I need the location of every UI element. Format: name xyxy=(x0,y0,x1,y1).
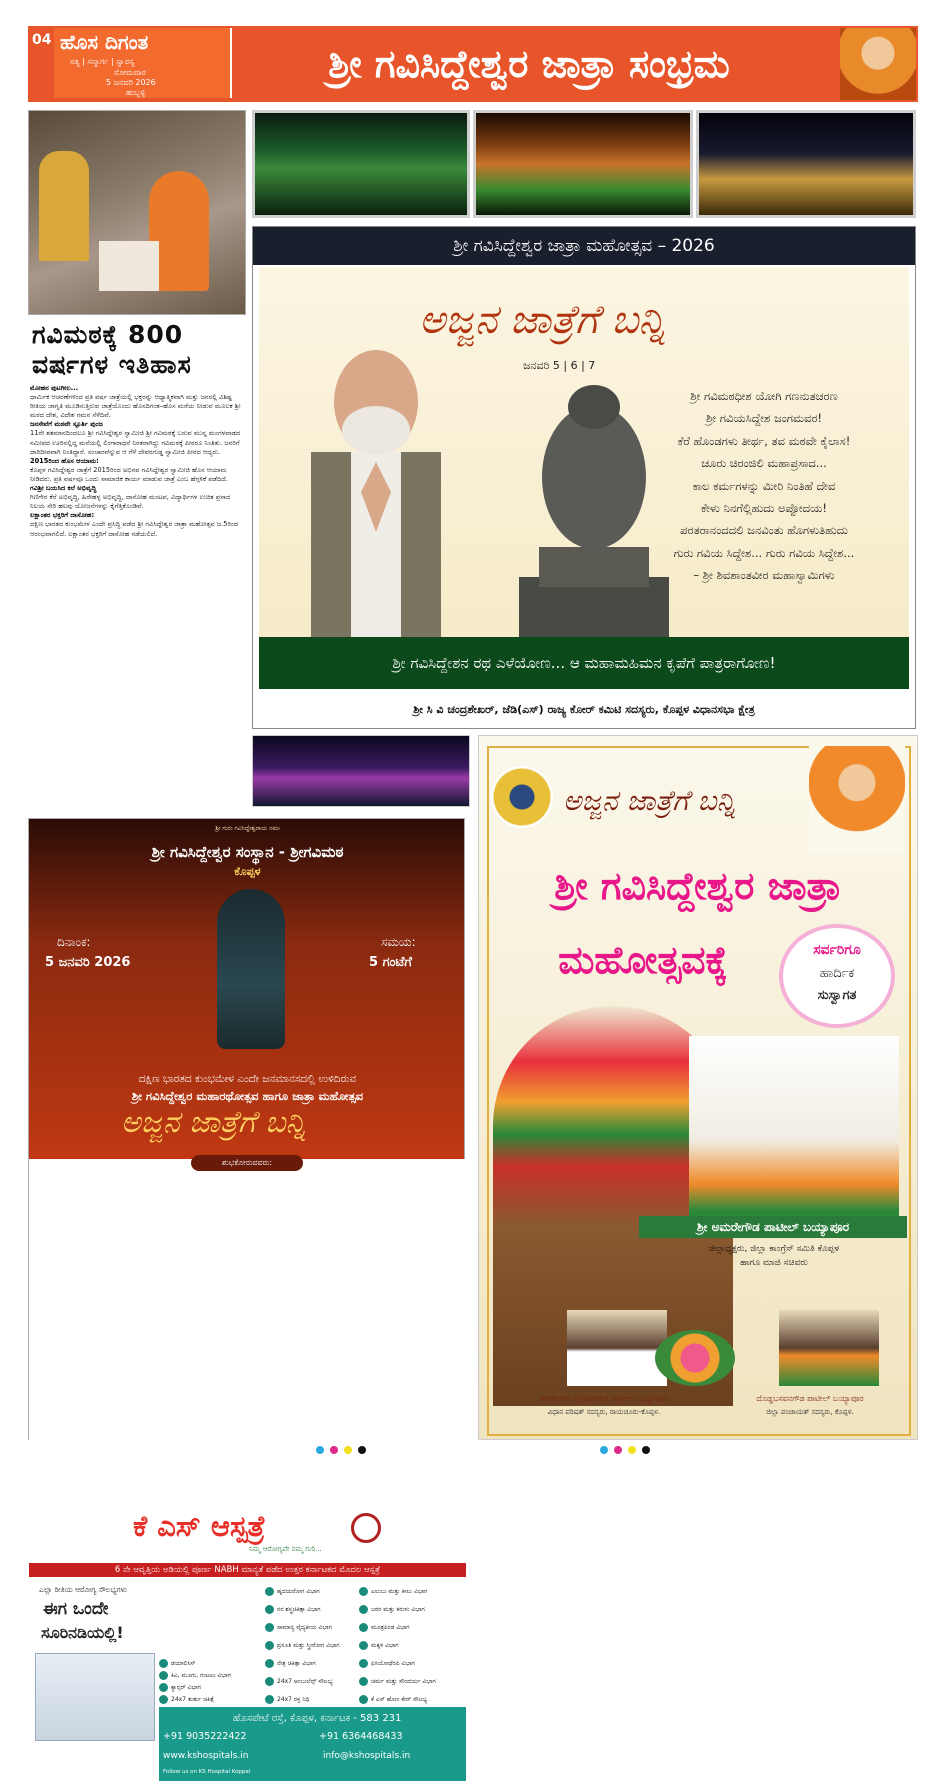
poem-line: ಶ್ರೀ ಗವಿಮಠಧೀಶ ಯೋಗಿ ಗಣನುತಚರಣ xyxy=(690,389,838,403)
service-item: ಕೆ ಎಸ್ ಹೋಂ ಕೇರ್ ಸೌಲಭ್ಯ xyxy=(359,1695,427,1704)
article-paragraph: 11ನೇ ಶತಮಾನದಿಂದಲೂ ಶ್ರೀ ಗವಿಸಿದ್ದೇಶ್ವರ ಸ್ವಾಮೀಜಿ ಶ್ರೀ ಗವಿಮಠಕ್ಕೆ ಬರುವ ಮುನ್ನ ಮಂಗಳವಾಡದ ಸಮೀಪದ ಊರಿನಲ್ಲಿದ್ದ ಮನೆಯಲ್ಲಿ ಲಿಂಗಾರಾಧನೆ ನಿರತರಾಗಿದ್ದು ಗವಿಮಠಕ್ಕೆ ಪೀಠರೂ ನಿಂತಿತು. ಜನರಿಗೆ ದಾರಿದೀಪವಾಗಿ ನಿಂತಿದ್ದಾರೆ. ಸಂಚಾರವೆನ್ನುವ ಆ ಗೆಳೆ ದೇವರಗುಡ್ಡ ಸ್ವಾಮೀಜಿ ಪೀಠದ ಆದ್ಯರು. xyxy=(30,429,241,456)
service-item: ಮೂತ್ರಪಿಂಡ ವಿಭಾಗ xyxy=(359,1623,410,1632)
ad-invocation: ಶ್ರೀ ಗುರು ಗವಿಸಿದ್ದೇಶ್ವರಾಯ ನಮಃ xyxy=(215,825,280,832)
greeting-pill: ಶುಭಕೋರುವವರು: xyxy=(191,1155,303,1171)
masthead xyxy=(54,28,232,98)
ambulance-icon xyxy=(265,1677,274,1686)
article-subhead: ಗವಿಶ್ರೀ ಬಯಸಿದ ಕಲೆ ಅಭಿವೃದ್ಧಿ xyxy=(30,484,97,493)
time-value: 5 ಗಂಟೆಗೆ xyxy=(369,955,412,970)
hospital-section xyxy=(29,1159,466,1775)
physio-icon xyxy=(359,1659,368,1668)
poem-line: ಚೂರು ಚಿರಂಜಿಲಿ ಮಹಾಪ್ರಸಾದ... xyxy=(701,456,827,471)
poem-line: ಶ್ರೀ ಗವಿಯಸಿದ್ದೇಶ ಜಂಗಮವರ! xyxy=(705,411,823,426)
ear-icon xyxy=(159,1671,168,1680)
social-follow: Follow us on KS Hospital Koppal xyxy=(163,1769,251,1775)
page-banner-title: ಶ್ರೀ ಗವಿಸಿದ್ದೇಶ್ವರ ಜಾತ್ರಾ ಸಂಭ್ರಮ xyxy=(328,42,730,86)
service-item: ಕ್ಯಾನ್ಸರ್ ವಿಭಾಗ xyxy=(159,1683,201,1692)
leader-role: ಜಿಲ್ಲಾಧ್ಯಕ್ಷರು, ಜಿಲ್ಲಾ ಕಾಂಗ್ರೆಸ್ ಸಮಿತಿ ಕೊಪ್ಪಳ xyxy=(708,1244,840,1254)
article-paragraph: ಕೊಪ್ಪಳ ಗವಿಸಿದ್ದೇಶ್ವರ ಜಾತ್ರೆಗೆ 2015ರಿಂದ ಅಭಿನವ ಗವಿಸಿದ್ದೇಶ್ವರ ಸ್ವಾಮೀಜಿ ಹೊಸ ಆಯಾಮ ನೀಡಿದರು. ಪ್ರತಿ ವರ್ಷವೂ ಒಂದು ಸಾಮಾಜಿಕ ಕಾರ್ಯ ಮಾಡುವ ಜಾತ್ರೆ ಎಂಬ ಹೆಗ್ಗಳಿಕೆ ಪಡೆದಿದೆ. xyxy=(30,465,228,483)
temple-photo xyxy=(28,110,246,315)
article-subhead: ಜನಸೇವೆಗೆ ಮಠವೇ ಸ್ಪೂರ್ತಿ ಪುಂಜ xyxy=(30,420,103,429)
hospital-tagline: ನಿಮ್ಮ ಆರೋಗ್ಯವೇ ನಮ್ಮ ಗುರಿ... xyxy=(249,1545,322,1553)
time-label: ಸಮಯ: xyxy=(381,935,416,949)
service-item: ಚರ್ಮ ಮತ್ತು ಸೌಂದರ್ಯ ವಿಭಾಗ xyxy=(359,1677,436,1686)
ad-city: ಕೊಪ್ಪಳ xyxy=(234,865,261,878)
registration-mark xyxy=(600,1446,608,1454)
stomach-icon xyxy=(359,1605,368,1614)
heart-icon xyxy=(265,1587,274,1596)
ad-title: ಶ್ರೀ ಗವಿಸಿದ್ದೇಶ್ವರ ಜಾತ್ರಾ xyxy=(554,864,842,908)
ad-slogan-bar: ಶ್ರೀ ಗವಿಸಿದ್ದೇಶನ ರಥ ಎಳೆಯೋಣ... ಆ ಮಹಾಮಹಿಮನ ಕೃಪೆಗೆ ಪಾತ್ರರಾಗೋಣ! xyxy=(259,637,909,689)
night-photo-illuminated-complex xyxy=(252,110,470,218)
ad-title: ಶ್ರೀ ಗವಿಸಿದ್ದೇಶ್ವರ ಸಂಸ್ಥಾನ - ಶ್ರೀಗವಿಮಠ xyxy=(151,843,344,861)
person-name: ಶರಣೇಗೌಡ ಅನ್ನದಾನಗೌಡ ಪಾಟೀಲ್ ಬಯ್ಯಾಪೂರ xyxy=(540,1394,668,1403)
dialysis-icon xyxy=(159,1659,168,1668)
issue-day: ಸೋಮವಾರ xyxy=(114,68,146,77)
service-item: ಪ್ರಸೂತಿ ಮತ್ತು ಸ್ತ್ರೀರೋಗ ವಿಭಾಗ xyxy=(265,1641,339,1650)
registration-mark xyxy=(642,1446,650,1454)
swami-portrait xyxy=(809,746,905,854)
newspaper-logo: ಹೊಸ ದಿಗಂತ xyxy=(60,30,149,54)
skin-icon xyxy=(359,1677,368,1686)
leader-name: ಶ್ರೀ ಅಮರೇಗೌಡ ಪಾಟೀಲ್ ಬಯ್ಯಾಪೂರ xyxy=(639,1216,907,1238)
ad-title-bar: ಶ್ರೀ ಗವಿಸಿದ್ದೇಶ್ವರ ಜಾತ್ರಾ ಮಹೋತ್ಸವ – 2026 xyxy=(253,227,915,265)
service-item: 24x7 ಆಂಬುಲೆನ್ಸ್ ಸೌಲಭ್ಯ xyxy=(265,1677,333,1686)
article-body xyxy=(30,384,246,539)
welcome-badge xyxy=(779,924,895,1028)
night-photo-illuminated-gate xyxy=(473,110,693,218)
ad-title-line2: ಮಹೋತ್ಸವಕ್ಕೆ xyxy=(558,938,728,982)
services-heading-line2: ಸೂರಿನಡಿಯಲ್ಲಿ! xyxy=(41,1623,124,1642)
nabh-badge-icon xyxy=(351,1513,381,1543)
service-item: ಫಿಸಿಯೋಥೆರಪಿ ವಿಭಾಗ xyxy=(359,1659,415,1668)
ad-event-name: ಶ್ರೀ ಗವಿಸಿದ್ದೇಶ್ವರ ಮಹಾರಥೋತ್ಸವ ಹಾಗೂ ಜಾತ್ರಾ ಮಹೋತ್ಸವ xyxy=(131,1089,364,1103)
poem-line: ಗುರು ಗವಿಯ ಸಿದ್ದೇಶ... ಗುರು ಗವಿಯ ಸಿದ್ದೇಶ... xyxy=(673,545,855,560)
page-number: 04 xyxy=(32,32,52,48)
page-header xyxy=(28,26,918,102)
service-item: ಜಠರ ಮತ್ತು ಕರುಳು ವಿಭಾಗ xyxy=(359,1605,425,1614)
poem-line: ಕೆರೆ ಹೊಂಡಗಳು ತೀರ್ಥ, ತವ ಮಠವೇ ಕೈಲಾಸ! xyxy=(677,433,851,448)
leader-photo xyxy=(689,1036,899,1226)
issue-date: 5 ಜನವರಿ 2026 xyxy=(106,78,156,87)
swami-portrait xyxy=(840,28,916,100)
invite-heading: ಅಜ್ಜನ ಜಾತ್ರೆಗೆ ಬನ್ನಿ xyxy=(121,1105,307,1140)
deity-idol-image xyxy=(217,889,285,1049)
registration-mark xyxy=(358,1446,366,1454)
service-item: ಮಕ್ಕಳ ವಿಭಾಗ xyxy=(359,1641,398,1650)
blood-drop-icon xyxy=(265,1695,274,1704)
phone-number: +91 6364468433 xyxy=(319,1731,403,1742)
jatra-dates: ಜನವರಿ 5 | 6 | 7 xyxy=(523,359,596,372)
service-item: ಸಾಮಾನ್ಯ ವೈದ್ಯಕೀಯ ವಿಭಾಗ xyxy=(265,1623,332,1632)
brain-icon xyxy=(265,1605,274,1614)
ad-description: ದಕ್ಷಿಣ ಭಾರತದ ಕುಂಭಮೇಳ ಎಂದೇ ಜನಮಾನಸದಲ್ಲಿ ಉಳಿದಿರುವ xyxy=(138,1073,357,1085)
issue-city: ಹುಬ್ಬಳ್ಳಿ xyxy=(126,88,146,97)
kidney-icon xyxy=(359,1623,368,1632)
welcome-text: ಸರ್ವರಿಗೂ xyxy=(813,942,861,958)
services-heading: ಈಗ ಒಂದೇ xyxy=(43,1599,109,1619)
hospital-address: ಹೊಸಪೇಟೆ ರಸ್ತೆ, ಕೊಪ್ಪಳ, ಕರ್ನಾಟಕ - 583 231 xyxy=(233,1713,402,1724)
devotional-poem xyxy=(619,385,909,587)
registration-mark xyxy=(344,1446,352,1454)
invite-heading: ಅಜ್ಜನ ಜಾತ್ರೆಗೆ ಬನ್ನಿ xyxy=(419,297,667,343)
hospital-email: info@kshospitals.in xyxy=(323,1751,411,1761)
article-paragraph: ದಕ್ಷಿಣ ಭಾರತದ ಕುಂಭಮೇಳ ಎಂದೇ ಪ್ರಸಿದ್ಧಿ ಪಡೆದ ಶ್ರೀ ಗವಿಸಿದ್ದೇಶ್ವರ ಜಾತ್ರಾ ಮಹೋತ್ಸವ ಜ.5ರಿಂದ ಆರಂಭವಾಗಲಿದೆ. ಲಕ್ಷಾಂತರ ಭಕ್ತರಿಗೆ ದಾಸೋಹ ನಡೆಯಲಿದೆ. xyxy=(30,520,239,538)
registration-mark xyxy=(316,1446,324,1454)
person-role: ಜಿಲ್ಲಾ ಪಂಚಾಯತ್ ಸದಸ್ಯರು, ಕೊಪ್ಪಳ. xyxy=(766,1408,854,1416)
cancer-ribbon-icon xyxy=(159,1683,168,1692)
person-role: ವಿಧಾನ ಪರಿಷತ್ ಸದಸ್ಯರು, ರಾಯಚೂರು-ಕೊಪ್ಪಳ. xyxy=(547,1408,661,1416)
services-intro: ಎಲ್ಲಾ ರೀತಿಯ ಆರೋಗ್ಯ ಸೌಲಭ್ಯಗಳು xyxy=(39,1585,128,1594)
registration-mark xyxy=(628,1446,636,1454)
article-paragraph: ಧಾರ್ಮಿಕ ಆಚರಣೆಗಳಿಂದ ಪ್ರತಿ ವರ್ಷ ಜಾತ್ರೆಯಲ್ಲಿ ಭಕ್ತರನ್ನು ಆಧ್ಯಾತ್ಮಿಕವಾಗಿ ಮತ್ತು ಜನರಲ್ಲಿ ವಿಶಿಷ್ಟ ರೀತಿಯ ಜಾಗೃತಿ ಮೂಡಿಸುತ್ತಿರುವ ಜಾತ್ರೆಯೊಂದು ಹೊಸದಿಗಂತ–ಹೊಸ ಮರೆಯ ನೀಡುವ ಮೂಲಕ ಶ್ರೀ ಮಠದ ದೇಶ, ವಿದೇಶ ಗಮನ ಸೆಳೆದಿವೆ. xyxy=(30,393,241,420)
service-item: 24x7 ರಕ್ತ ನಿಧಿ xyxy=(265,1695,309,1704)
hospital-logo: ಕೆ ಎಸ್ ಆಸ್ಪತ್ರೆ xyxy=(133,1509,266,1543)
registration-mark xyxy=(614,1446,622,1454)
ad-sponsor-credit: ಶ್ರೀ ಸಿ ವಿ ಚಂದ್ರಶೇಖರ್, ಜೆಡಿ(ಎಸ್) ರಾಜ್ಯ ಕೋರ್ ಕಮಿಟಿ ಸದಸ್ಯರು, ಕೊಪ್ಪಳ ವಿಧಾನಸಭಾ ಕ್ಷೇತ್ರ xyxy=(413,703,755,716)
service-item: ನರ ಶಸ್ತ್ರಚಿಕಿತ್ಸಾ ವಿಭಾಗ xyxy=(265,1605,321,1614)
night-photo-illuminated-temple xyxy=(696,110,916,218)
ad-body xyxy=(259,267,909,650)
poem-line: ಪರತರಾನಂದದಲಿ ಜನವಿಂತು ಹೊಗಳುತಿಹುದು xyxy=(680,523,848,538)
logo-tagline: ಸತ್ಯ | ಸನ್ಮಾರ್ಗ | ಸ್ವಾರಸ್ಯ xyxy=(70,57,135,66)
article-subhead: 2015ರಿಂದ ಹೊಸ ಆಯಾಮ: xyxy=(30,456,99,465)
emergency-icon xyxy=(159,1695,168,1704)
stethoscope-icon xyxy=(265,1623,274,1632)
service-item: ನೇತ್ರ ಚಿಕಿತ್ಸಾ ವಿಭಾಗ xyxy=(265,1659,316,1668)
leader-role-line2: ಹಾಗೂ ಮಾಜಿ ಸಚಿವರು xyxy=(740,1258,808,1268)
service-item: ಎಲುಬು ಮತ್ತು ಕೀಲು ವಿಭಾಗ xyxy=(359,1587,427,1596)
article-subhead: ಮೋಹನ ಪುಟಗೀಲ... xyxy=(30,384,79,392)
eye-icon xyxy=(265,1659,274,1668)
mother-icon xyxy=(265,1641,274,1650)
jatra-ad-main xyxy=(252,226,916,729)
invite-heading: ಅಜ್ಜನ ಜಾತ್ರೆಗೆ ಬನ್ನಿ xyxy=(563,784,736,817)
poem-line: ಕೇಳು ನಿನಗೆಲ್ಲಿಹುದು ಅಪ್ಪೋದಯ! xyxy=(700,501,827,516)
article-paragraph: ಗಿಣಿಗೇರ ಕೆರೆ ಅಭಿವೃದ್ಧಿ, ಹಿರೇಹಳ್ಳ ಅಭಿವೃದ್ಧಿ, ದಾಸೋಹ ಮಂಟಪ, ವಿದ್ಯಾರ್ಥಿಗಳ ಉಚಿತ ಪ್ರಸಾದ ನಿಲಯ ಸೇರಿ ಹಲವು ಯೋಜನೆಗಳನ್ನು ಕೈಗೆತ್ತಿಕೊಂಡಿವೆ. xyxy=(30,493,231,511)
person-name: ದೊಡ್ಡಬಸವನಗೌಡ ಪಾಟೀಲ್ ಬಯ್ಯಾಪೂರ xyxy=(756,1394,864,1403)
bone-icon xyxy=(359,1587,368,1596)
person-photo xyxy=(779,1310,879,1386)
welcome-text: ಹಾರ್ದಿಕ xyxy=(819,966,855,981)
service-item: ಡಯಾಲಿಸಿಸ್ xyxy=(159,1659,196,1668)
article-headline: ಗವಿಮಠಕ್ಕೆ 800 xyxy=(32,320,184,349)
night-photo-lit-building xyxy=(252,735,470,807)
hospital-building-image xyxy=(35,1653,155,1741)
phone-number: +91 9035222422 xyxy=(163,1731,247,1742)
nabh-announcement: 6 ನೇ ಆವೃತ್ತಿಯ ಅಡಿಯಲ್ಲಿ ಪೂರ್ಣ NABH ಮಾನ್ಯತೆ ಪಡೆದ ಉತ್ತರ ಕರ್ನಾಟಕದ ಮೊದಲ ಆಸ್ಪತ್ರೆ xyxy=(29,1563,466,1577)
service-item: 24x7 ತುರ್ತು ಚಿಕಿತ್ಸೆ xyxy=(159,1695,214,1704)
article-subhead: ಲಕ್ಷಾಂತರ ಭಕ್ತರಿಗೆ ದಾಸೋಹ: xyxy=(30,511,95,520)
person-photo xyxy=(567,1310,667,1386)
congress-greeting-ad xyxy=(478,735,918,1440)
gavimath-hospital-ad xyxy=(28,818,465,1775)
hospital-contact-box xyxy=(159,1707,466,1781)
date-label: ದಿನಾಂಕ: xyxy=(57,935,91,949)
poem-author: – ಶ್ರೀ ಶಿವಶಾಂತವೀರ ಮಹಾಸ್ವಾಮಿಗಳು xyxy=(693,568,835,583)
service-item: ಹೃದಯರೋಗ ವಿಭಾಗ xyxy=(265,1587,320,1596)
registration-mark xyxy=(330,1446,338,1454)
hospital-website: www.kshospitals.in xyxy=(163,1751,249,1761)
home-care-icon xyxy=(359,1695,368,1704)
flower-bouquet-image xyxy=(655,1330,735,1386)
namaste-person-photo xyxy=(291,322,461,652)
service-item: ಕಿವಿ, ಮೂಗು, ಗಂಟಲು ವಿಭಾಗ xyxy=(159,1671,231,1680)
date-value: 5 ಜನವರಿ 2026 xyxy=(45,955,131,970)
welcome-text: ಸುಸ್ವಾಗತ xyxy=(817,988,857,1003)
gavimath-emblem-icon xyxy=(491,766,553,828)
article-headline-line2: ವರ್ಷಗಳ ಇತಿಹಾಸ xyxy=(32,350,192,379)
child-icon xyxy=(359,1641,368,1650)
poem-line: ಕಾಲ ಕರ್ಮಗಳನ್ನು ಮೀರಿ ನಿಂತಿಹೆ ದೇವ xyxy=(692,478,836,493)
